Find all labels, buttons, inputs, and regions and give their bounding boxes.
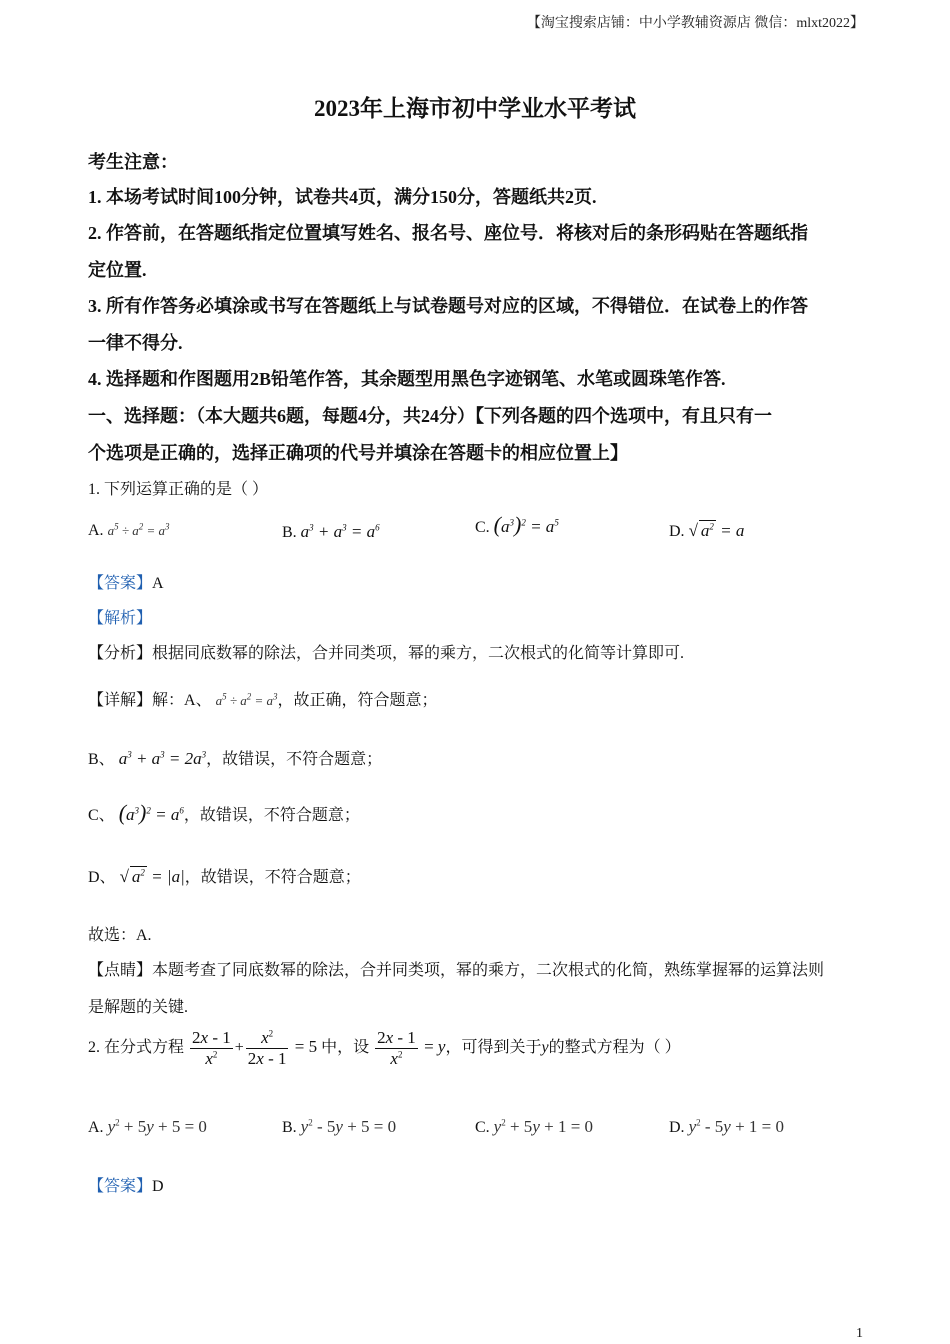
fraction-2: $\frac{x^2}{2x - 1}$	[247, 1028, 287, 1068]
detail-intro: 解：A、	[152, 692, 212, 709]
q2-option-a[interactable]	[88, 1117, 207, 1137]
detail-b-label: B、	[88, 751, 115, 768]
page-number: 1	[856, 1326, 863, 1341]
section-1-line-1: 一、选择题：（本大题共6题，每题4分，共24分）【下列各题的四个选项中，有且只有一	[88, 406, 772, 426]
notice-line-3a: 3. 所有作答务必填涂或书写在答题纸上与试卷题号对应的区域，不得错位．在试卷上的作答	[88, 296, 808, 316]
formula: $a^5 \div a^2 = a^3$	[215, 691, 278, 708]
q1-analysis-tag: 【解析】	[88, 610, 153, 627]
option-label: C.	[475, 519, 490, 536]
q1-detail-c	[88, 800, 360, 826]
detail-a-end: ，故正确，符合题意；	[277, 692, 438, 709]
comment-text: 本题考查了同底数幂的除法，合并同类项，幂的乘方，二次根式的化简，熟练掌握幂的运算法则	[152, 962, 825, 979]
option-label: C.	[475, 1119, 490, 1136]
q2-stem: 2. 在分式方程 $\frac{2x - 1}{x^2}$ + $\frac{x^2}{2x - 1}$ = 5 中，设 $\frac{2x - 1}{x^2}$ = y，可得到关于y的整式方程为（ ）	[88, 1028, 681, 1068]
q2-option-b[interactable]	[282, 1117, 396, 1137]
option-label: A.	[88, 522, 104, 539]
detail-c-end: ，故错误，不符合题意；	[183, 807, 360, 824]
formula: $y^2 + 5y + 5 = 0$	[107, 1117, 207, 1136]
option-label: A.	[88, 1119, 104, 1136]
formula: $a^3 + a^3 = 2a^3$	[118, 749, 207, 768]
q1-option-a[interactable]	[88, 522, 169, 540]
fenxi-tag: 【分析】	[88, 645, 153, 662]
detail-d-end: ，故错误，不符合题意；	[184, 869, 361, 886]
formula: $y^2 + 5y + 1 = 0$	[493, 1117, 594, 1136]
detail-c-label: C、	[88, 807, 115, 824]
detail-tag: 【详解】	[88, 692, 153, 709]
answer-tag: 【答案】	[88, 1178, 153, 1195]
q2-stem-pre: 2. 在分式方程	[88, 1039, 185, 1057]
formula: $(a^3)^2 = a^5$	[493, 512, 559, 537]
notice-line-3b: 一律不得分.	[88, 333, 183, 353]
q2-stem-end: 的整式方程为（ ）	[548, 1039, 681, 1057]
notice-line-2a: 2. 作答前，在答题纸指定位置填写姓名、报名号、座位号．将核对后的条形码贴在答题纸指	[88, 223, 808, 243]
answer-tag: 【答案】	[88, 575, 153, 592]
q2-answer	[88, 1173, 164, 1196]
q2-stem-post: ，可得到关于	[445, 1039, 542, 1057]
formula: $a^5 \div a^2 = a^3$	[107, 521, 170, 538]
q1-option-d[interactable]	[669, 520, 744, 541]
q1-fenxi	[88, 640, 684, 663]
page-title: 2023年上海市初中学业水平考试	[314, 96, 636, 121]
option-label: D.	[669, 523, 685, 540]
fraction-1: $\frac{2x - 1}{x^2}$	[192, 1028, 231, 1068]
q1-detail-b	[88, 746, 382, 769]
formula: $a^3 + a^3 = a^6$	[300, 522, 380, 541]
notice-line-2b: 定位置.	[88, 260, 147, 280]
q1-comment-1	[88, 957, 824, 980]
q1-detail-d	[88, 864, 361, 887]
notice-heading: 考生注意：	[88, 152, 178, 172]
q1-comment-2: 是解题的关键.	[88, 999, 189, 1016]
q1-stem: 1. 下列运算正确的是（ ）	[88, 481, 269, 498]
formula: $(a^3)^2 = a^6$	[118, 800, 184, 825]
q1-detail-a	[88, 687, 438, 710]
option-label: D.	[669, 1119, 685, 1136]
formula: √ $a^2 = |a|$	[119, 867, 185, 886]
page-header: 【淘宝搜索店铺：中小学教辅资源店 微信：mlxt2022】	[526, 16, 864, 31]
formula: $y^2 - 5y + 5 = 0$	[300, 1117, 397, 1136]
fraction-3: $\frac{2x - 1}{x^2}$	[377, 1028, 416, 1068]
answer-value: D	[152, 1178, 164, 1195]
q1-answer	[88, 570, 164, 593]
q1-option-c[interactable]	[475, 512, 559, 538]
option-label: B.	[282, 1119, 297, 1136]
formula: $y^2 - 5y + 1 = 0$	[688, 1117, 785, 1136]
q2-option-c[interactable]	[475, 1117, 593, 1137]
q2-stem-mid: 中，设	[321, 1039, 370, 1057]
q1-choose: 故选：A.	[88, 927, 152, 944]
fenxi-text: 根据同底数幂的除法，合并同类项，幂的乘方，二次根式的化简等计算即可.	[152, 645, 685, 662]
formula: √ $a^2 = a$	[688, 521, 745, 540]
answer-value: A	[152, 575, 164, 592]
q2-stem-var: y	[541, 1039, 549, 1057]
detail-b-end: ，故错误，不符合题意；	[206, 751, 383, 768]
detail-d-label: D、	[88, 869, 116, 886]
notice-line-1: 1. 本场考试时间100分钟，试卷共4页，满分150分，答题纸共2页.	[88, 187, 597, 207]
q1-option-b[interactable]	[282, 522, 380, 542]
section-1-line-2: 个选项是正确的，选择正确项的代号并填涂在答题卡的相应位置上】	[88, 443, 628, 463]
notice-line-4: 4. 选择题和作图题用2B铅笔作答，其余题型用黑色字迹钢笔、水笔或圆珠笔作答.	[88, 369, 726, 389]
q2-option-d[interactable]	[669, 1117, 784, 1137]
comment-tag: 【点睛】	[88, 962, 153, 979]
option-label: B.	[282, 524, 297, 541]
